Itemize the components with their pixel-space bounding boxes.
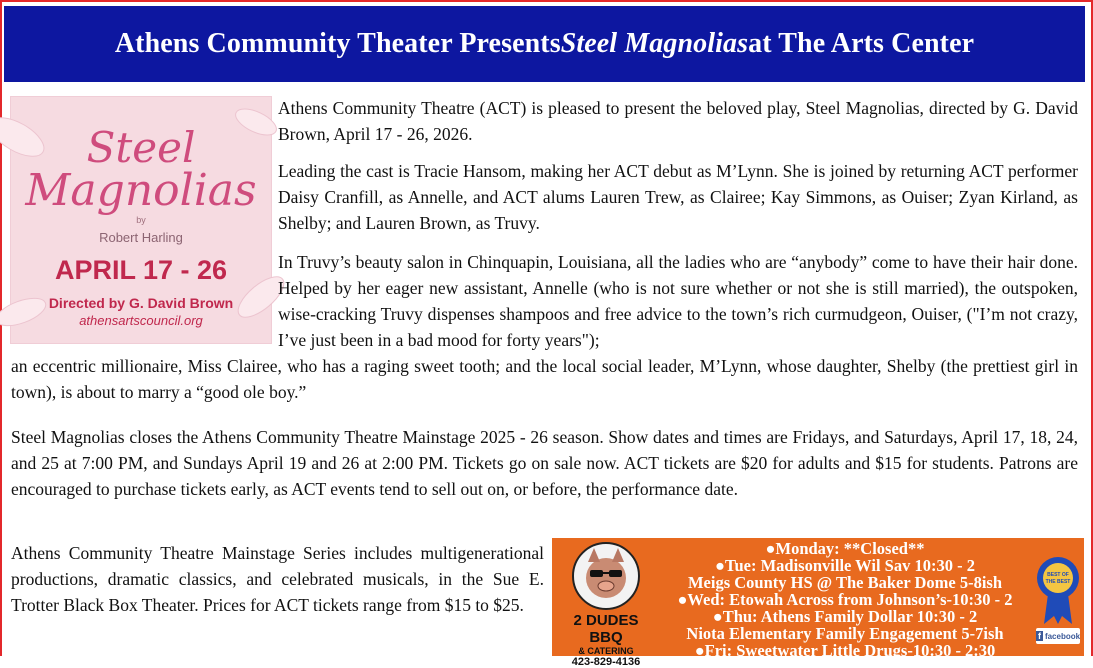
bbq-catering: & CATERING (578, 646, 634, 656)
article-paragraph-3-top: In Truvy’s beauty salon in Chinquapin, Louisiana, all the ladies who are “anybody” come to have their hair done. Helped by her eager new assistant, Annelle (who is not sure whether or not she is still married), the outspoken, wise-cracking Truvy dispenses shampoos and free advice to the town’s rich curmudgeon, Ouiser, ("I’m not crazy, I’ve just been in a bad mood for forty years"); (278, 252, 1078, 350)
bbq-advertisement[interactable] (552, 538, 1084, 668)
schedule-line: ●Wed: Etowah Across from Johnson’s-10:30 - 2 (677, 590, 1013, 609)
poster-author: Robert Harling (99, 230, 183, 245)
schedule-line: ●Thu: Athens Family Dollar 10:30 - 2 (712, 607, 978, 626)
poster-title-line2: Magnolias (25, 165, 257, 216)
title-italic: Steel Magnolias (560, 28, 749, 59)
title-after: at The Arts Center (748, 28, 975, 59)
facebook-link[interactable] (1036, 628, 1080, 644)
schedule-line: ●Monday: **Closed** (765, 539, 925, 558)
svg-text:BEST OF: BEST OF (1047, 572, 1069, 578)
schedule-line: ●Fri: Sweetwater Little Drugs-10:30 - 2:30 (694, 641, 996, 660)
bbq-brand (558, 612, 654, 668)
play-poster (10, 96, 272, 344)
poster-by: by (136, 215, 146, 225)
poster-title-line1: Steel (86, 123, 196, 172)
article-paragraph-3-bottom: an eccentric millionaire, Miss Clairee, who has a raging sweet tooth; and the local social leader, M’Lynn, whose daughter, Shelby (the prettiest girl in town), is about to marry a “good ole boy.” (11, 356, 1078, 402)
article-paragraph-1: Athens Community Theatre (ACT) is pleased to present the beloved play, Steel Magnolias, directed by G. David Brown, April 17 - 26, 2026. (278, 98, 1078, 144)
poster-website[interactable]: athensartscouncil.org (79, 313, 203, 328)
bbq-schedule (656, 540, 1034, 659)
title-before: Athens Community Theater Presents (114, 28, 561, 59)
schedule-line: Meigs County HS @ The Baker Dome 5-8ish (687, 573, 1003, 592)
facebook-label: facebook (1044, 631, 1081, 641)
svg-text:THE BEST: THE BEST (1045, 579, 1071, 585)
poster-director: Directed by G. David Brown (48, 295, 234, 311)
article-paragraph-5: Athens Community Theatre Mainstage Series includes multigenerational productions, dramatic classics, and celebrated musicals, in the Sue E. Trotter Black Box Theater. Prices for ACT tickets range from $15 to $25. (11, 543, 544, 615)
award-ribbon-icon (1036, 556, 1080, 626)
page-title (4, 6, 1085, 82)
schedule-line: ●Tue: Madisonville Wil Sav 10:30 - 2 (715, 556, 975, 575)
bbq-brand-name: 2 DUDES BBQ (573, 612, 639, 646)
schedule-line: Niota Elementary Family Engagement 5-7ish (686, 624, 1004, 643)
poster-dates: APRIL 17 - 26 (54, 255, 228, 285)
facebook-icon: f (1037, 631, 1041, 641)
article-paragraph-4: Steel Magnolias closes the Athens Community Theatre Mainstage 2025 - 26 season. Show dates and times are Fridays, and Saturdays, April 17, 18, 24, and 25 at 7:00 PM, and Sundays April 19 and 26 at 2:00 PM. Tickets go on sale now. ACT tickets are $20 for adults and $15 for students. Patrons are encouraged to purchase tickets early, as ACT events tend to sell out on, or before, the performance date. (11, 427, 1078, 499)
pig-logo-icon (558, 542, 654, 612)
bbq-phone: 423-829-4136 (571, 656, 641, 668)
article-paragraph-2: Leading the cast is Tracie Hansom, making her ACT debut as M’Lynn. She is joined by returning ACT performer Daisy Cranfill, as Annelle, and ACT alums Lauren Trew, as Clairee; Kay Simmons, as Ouiser; Zyan Kirland, as Shelby; and Lauren Brown, as Truvy. (278, 161, 1078, 233)
